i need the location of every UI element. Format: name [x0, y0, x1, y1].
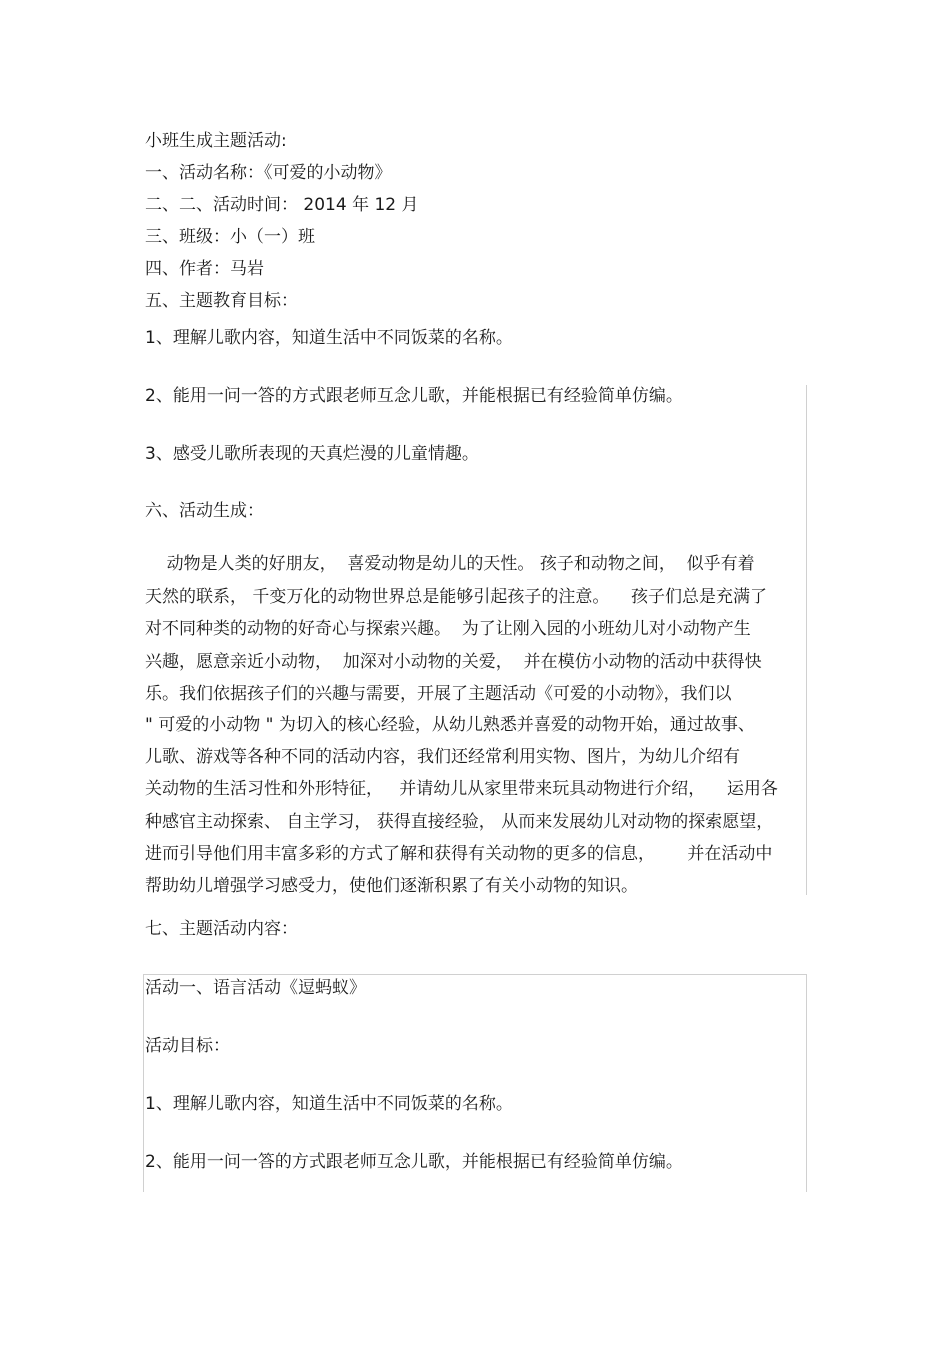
activity1-title: 活动一、语言活动《逗蚂蚁》 [145, 978, 366, 998]
generation-line-5: 乐。我们依据孩子们的兴趣与需要，开展了主题活动《可爱的小动物》，我们以 [145, 684, 732, 704]
generation-line-2: 天然的联系， 千变万化的动物世界总是能够引起孩子的注意。 孩子们总是充满了 [145, 587, 768, 607]
activity1-goal-2: 2、能用一问一答的方式跟老师互念儿歌，并能根据已有经验简单仿编。 [145, 1152, 683, 1172]
block-border-right-top [806, 385, 807, 895]
activity-name: 一、活动名称：《可爱的小动物》 [145, 163, 392, 183]
class-info: 三、班级：小（一）班 [145, 227, 315, 247]
goal-item-2: 2、能用一问一答的方式跟老师互念儿歌，并能根据已有经验简单仿编。 [145, 386, 683, 406]
block-border-right-bottom [806, 974, 807, 1192]
generation-line-1: 动物是人类的好朋友， 喜爱动物是幼儿的天性。 孩子和动物之间， 似乎有着 [145, 554, 755, 574]
activity1-goal-1: 1、理解儿歌内容，知道生活中不同饭菜的名称。 [145, 1094, 513, 1114]
activity1-goals-label: 活动目标： [145, 1036, 230, 1056]
goals-heading: 五、主题教育目标： [145, 291, 298, 311]
generation-line-3: 对不同种类的动物的好奇心与探索兴趣。 为了让刚入园的小班幼儿对小动物产生 [145, 619, 751, 639]
generation-line-8: 关动物的生活习性和外形特征， 并请幼儿从家里带来玩具动物进行介绍， 运用各 [145, 779, 778, 799]
activity-time: 二、二、活动时间： 2014 年 12 月 [145, 195, 419, 215]
block-border-left-bottom [143, 974, 144, 1192]
block-border-top-bottom [143, 974, 807, 975]
generation-line-4: 兴趣，愿意亲近小动物， 加深对小动物的关爱， 并在模仿小动物的活动中获得快 [145, 652, 762, 672]
generation-heading: 六、活动生成： [145, 501, 264, 521]
generation-line-7: 儿歌、游戏等各种不同的活动内容，我们还经常利用实物、图片，为幼儿介绍有 [145, 747, 740, 767]
generation-line-11: 帮助幼儿增强学习感受力，使他们逐渐积累了有关小动物的知识。 [145, 876, 638, 896]
generation-line-6: " 可爱的小动物 " 为切入的核心经验，从幼儿熟悉并喜爱的动物开始，通过故事、 [145, 715, 755, 735]
generation-line-9: 种感官主动探索、 自主学习， 获得直接经验， 从而来发展幼儿对动物的探索愿望， [145, 812, 774, 832]
generation-line-10: 进而引导他们用丰富多彩的方式了解和获得有关动物的更多的信息， 并在活动中 [145, 844, 773, 864]
author-info: 四、作者：马岩 [145, 259, 264, 279]
goal-item-3: 3、感受儿歌所表现的天真烂漫的儿童情趣。 [145, 444, 479, 464]
goal-item-1: 1、理解儿歌内容，知道生活中不同饭菜的名称。 [145, 328, 513, 348]
content-heading: 七、主题活动内容： [145, 919, 298, 939]
document-title: 小班生成主题活动: [145, 131, 287, 151]
